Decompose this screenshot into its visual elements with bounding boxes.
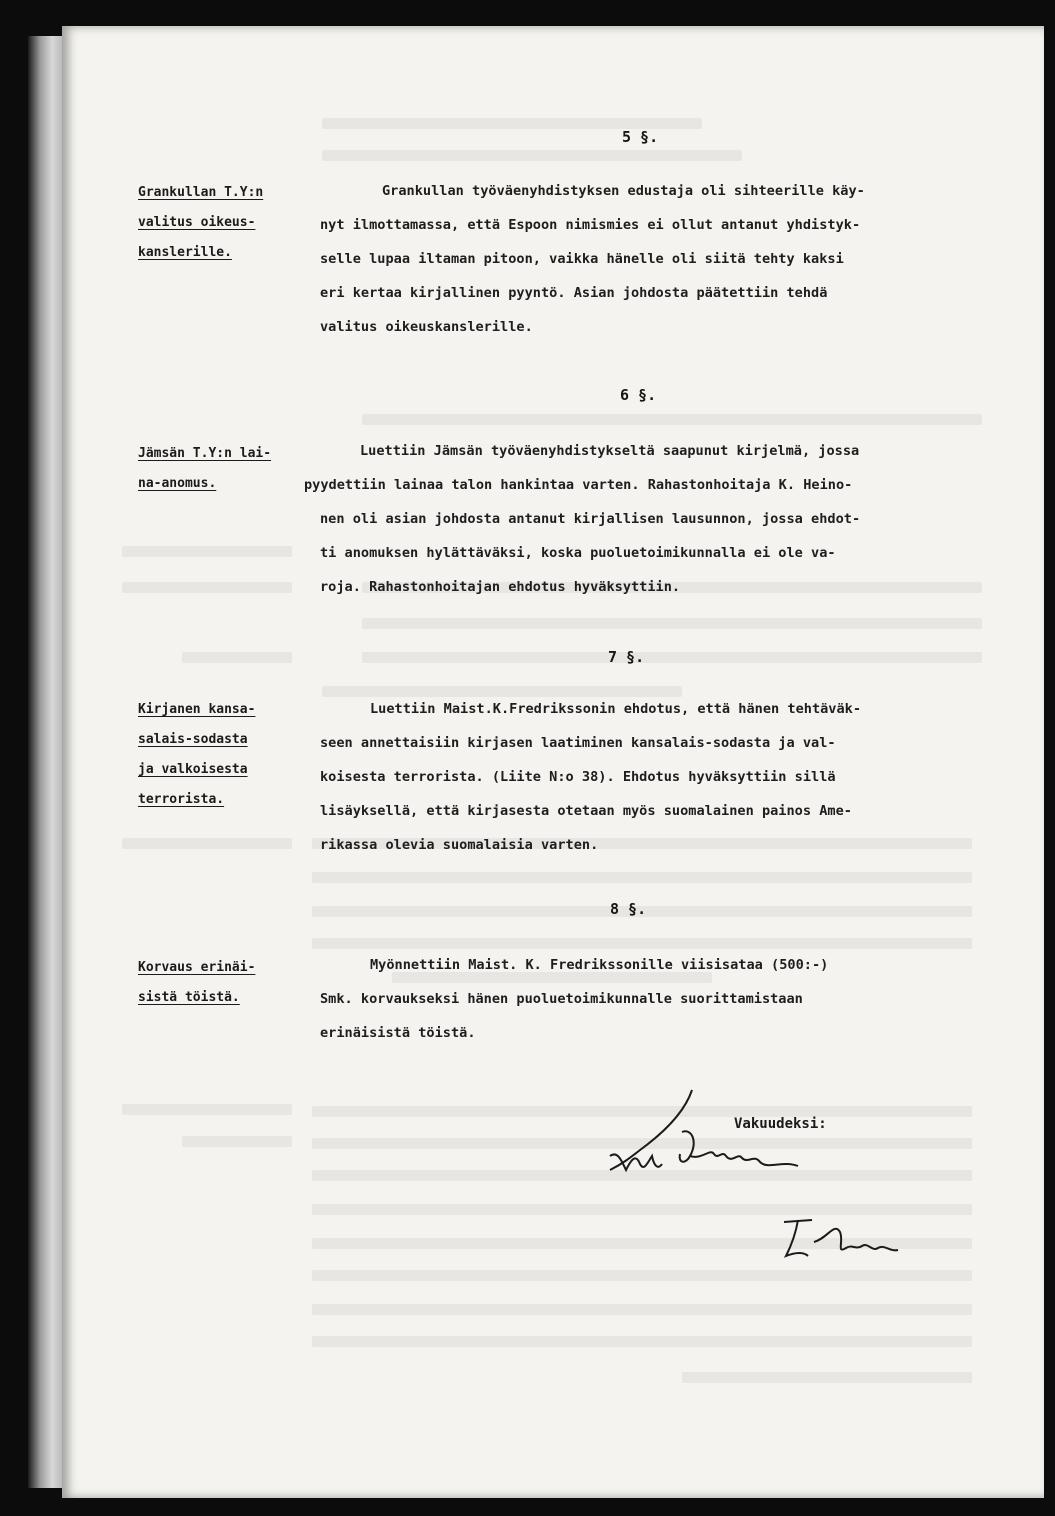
margin-note-line: terrorista. xyxy=(138,792,225,807)
section-body-6 xyxy=(304,436,1040,606)
section-body-5 xyxy=(320,176,1040,346)
section-number-7: 7 §. xyxy=(608,648,645,666)
body-line: Grankullan työväenyhdistyksen edustaja oli sihteerille käy- xyxy=(382,183,865,199)
margin-note-line: Jämsän T.Y:n lai- xyxy=(138,446,272,461)
margin-note-line: salais-sodasta xyxy=(138,732,248,747)
margin-note-grankulla xyxy=(138,179,313,269)
body-line: erinäisistä töistä. xyxy=(320,1025,476,1041)
signature-1 xyxy=(592,1084,832,1194)
margin-note-korvaus xyxy=(138,954,313,1014)
body-line: Luettiin Jämsän työväenyhdistykseltä saapunut kirjelmä, jossa xyxy=(360,443,860,459)
body-line: Luettiin Maist.K.Fredrikssonin ehdotus, että hänen tehtäväk- xyxy=(370,701,862,717)
signature-2 xyxy=(774,1212,914,1272)
body-line: ti anomuksen hylättäväksi, koska puoluetoimikunnalla ei ole va- xyxy=(320,545,836,561)
body-line: nyt ilmottamassa, että Espoon nimismies ei ollut antanut yhdistyk- xyxy=(320,217,861,233)
body-line: pyydettiin lainaa talon hankintaa varten. Rahastonhoitaja K. Heino- xyxy=(304,477,853,493)
margin-note-line: valitus oikeus- xyxy=(138,215,256,230)
attestation-heading: Vakuudeksi: xyxy=(734,1116,827,1132)
body-line: valitus oikeuskanslerille. xyxy=(320,319,533,335)
section-number-6: 6 §. xyxy=(620,386,657,404)
margin-note-line: na-anomus. xyxy=(138,476,217,491)
margin-note-jamsa xyxy=(138,440,313,500)
body-line: Myönnettiin Maist. K. Fredrikssonille viisisataa (500:-) xyxy=(370,957,829,973)
margin-note-line: kanslerille. xyxy=(138,245,232,260)
margin-note-line: ja valkoisesta xyxy=(138,762,248,777)
body-line: nen oli asian johdosta antanut kirjallisen lausunnon, jossa ehdot- xyxy=(320,511,861,527)
body-line: lisäyksellä, että kirjasesta otetaan myös suomalainen painos Ame- xyxy=(320,803,852,819)
body-line: eri kertaa kirjallinen pyyntö. Asian johdosta päätettiin tehdä xyxy=(320,285,828,301)
margin-note-line: Korvaus erinäi- xyxy=(138,960,256,975)
margin-note-line: sistä töistä. xyxy=(138,990,240,1005)
margin-note-line: Grankullan T.Y:n xyxy=(138,185,264,200)
body-line: roja. Rahastonhoitajan ehdotus hyväksyttiin. xyxy=(320,579,681,595)
body-line: Smk. korvaukseksi hänen puoluetoimikunnalle suorittamistaan xyxy=(320,991,803,1007)
margin-note-line: Kirjanen kansa- xyxy=(138,702,256,717)
margin-note-kirjanen xyxy=(138,696,313,816)
body-line: koisesta terrorista. (Liite N:o 38). Ehdotus hyväksyttiin sillä xyxy=(320,769,836,785)
section-number-8: 8 §. xyxy=(610,900,647,918)
body-line: seen annettaisiin kirjasen laatiminen kansalais-sodasta ja val- xyxy=(320,735,836,751)
body-line: rikassa olevia suomalaisia varten. xyxy=(320,837,599,853)
document-page xyxy=(62,26,1044,1498)
section-number-5: 5 §. xyxy=(622,128,659,146)
body-line: selle lupaa iltaman pitoon, vaikka hänelle oli siitä tehty kaksi xyxy=(320,251,844,267)
section-body-7 xyxy=(320,694,1040,864)
section-body-8 xyxy=(320,950,1040,1052)
